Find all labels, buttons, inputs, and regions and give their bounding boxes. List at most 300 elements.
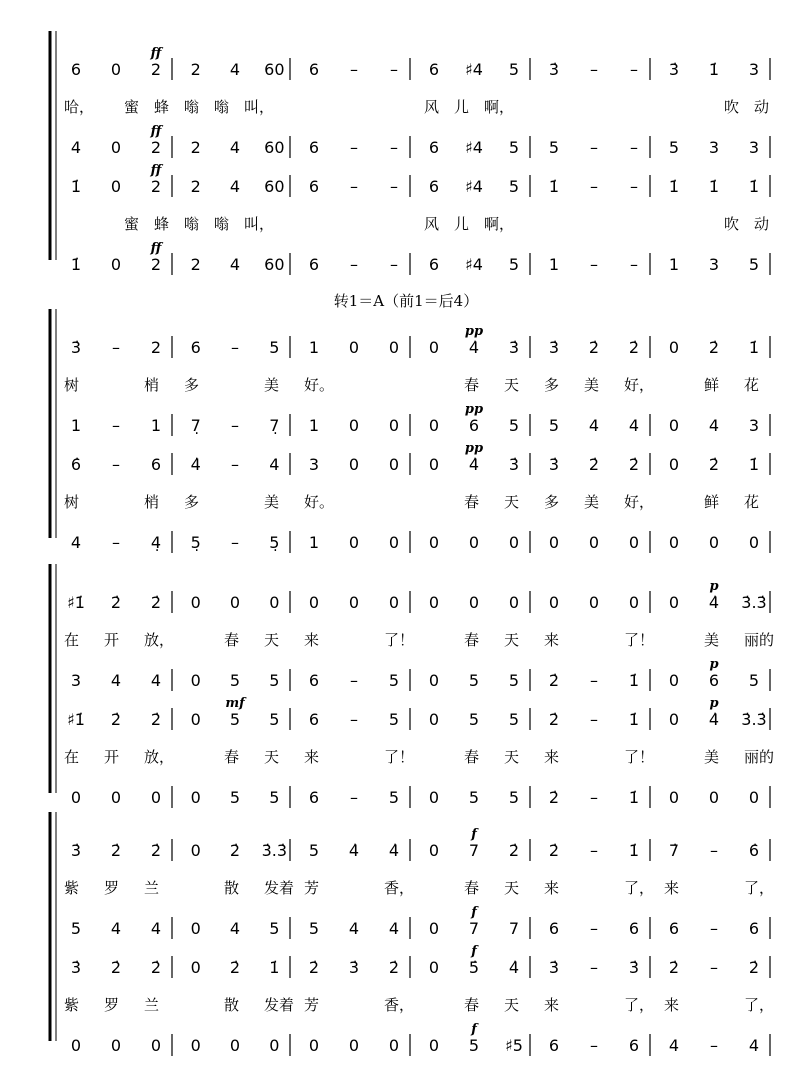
note: 5̣ (190, 533, 201, 552)
note: 4̇ (508, 958, 520, 977)
note: 3̇ (668, 60, 680, 79)
lyric-syllable: 放， (144, 631, 175, 649)
note: 0 (588, 533, 600, 552)
note: 5 (748, 255, 760, 274)
note: 0 (388, 338, 400, 357)
note: 6 (748, 919, 760, 938)
lyric-syllable: 春 (464, 748, 480, 766)
note: – (590, 671, 598, 690)
lyric-syllable: 了， (744, 879, 775, 897)
note: 0 (348, 416, 360, 435)
note: 6 (548, 1036, 560, 1055)
lyric-syllable: 嗡 (214, 98, 230, 116)
lyric-syllable: 了！ (384, 748, 415, 766)
note: 2̇ (668, 958, 680, 977)
lyric-syllable: 来 (304, 631, 320, 649)
note: 1̇ (628, 841, 640, 860)
note: 60 (264, 138, 285, 157)
lyric-syllable: 梢 (144, 376, 160, 394)
note: 60 (264, 60, 285, 79)
note: 0 (190, 593, 201, 612)
note: 3 (748, 60, 760, 79)
lyric-syllable: 好， (624, 493, 655, 511)
lyric-syllable: 放， (144, 748, 175, 766)
note: 0 (668, 671, 680, 690)
lyric-syllable: 嗡 (184, 215, 200, 233)
note: 6 (308, 60, 320, 79)
lyric-syllable: 美 (704, 631, 720, 649)
note: – (710, 841, 718, 860)
note: 2̇ (748, 958, 760, 977)
lyric-syllable: 美 (264, 376, 280, 394)
dynamic-marking: pp (464, 441, 484, 456)
lyric-syllable: 美 (584, 493, 600, 511)
lyric-syllable: 好。 (304, 493, 335, 511)
note: ♯4 (465, 60, 483, 79)
note: 1̇ (628, 671, 640, 690)
lyric-syllable: 了！ (624, 631, 655, 649)
lyric-syllable: 紫 (64, 879, 80, 897)
note: 0 (110, 1036, 122, 1055)
lyric-syllable: 散 (224, 879, 240, 897)
note: 6̇ (748, 841, 760, 860)
lyric-syllable: 了， (624, 996, 655, 1014)
lyric-syllable: 啊， (484, 215, 515, 233)
note: 1̇ (748, 338, 760, 357)
note: 2 (150, 255, 162, 274)
note: 0 (70, 1036, 82, 1055)
note: 5 (508, 710, 520, 729)
note: 0 (748, 788, 760, 807)
note: 3̇ (508, 455, 520, 474)
note: 3̇ (348, 958, 360, 977)
note: 5 (468, 710, 480, 729)
lyric-syllable: 风 (424, 98, 440, 116)
note: 4 (269, 455, 280, 474)
lyric-syllable: 蜜 (124, 215, 140, 233)
note: 6 (308, 710, 320, 729)
note: 2̇ (150, 841, 162, 860)
lyric-syllable: 吹 (724, 215, 740, 233)
note: 0 (190, 919, 201, 938)
note: – (590, 710, 598, 729)
note: 0 (428, 841, 440, 860)
note: 5 (269, 671, 280, 690)
note: 0 (748, 533, 760, 552)
note: 60 (264, 255, 285, 274)
note: 0 (548, 533, 560, 552)
note: 6 (308, 138, 320, 157)
note: 6 (628, 1036, 640, 1055)
note: 5 (548, 416, 560, 435)
note: 2̇ (628, 455, 640, 474)
lyric-syllable: 鲜 (704, 493, 720, 511)
lyric-syllable: 天 (504, 631, 520, 649)
note: 0 (428, 671, 440, 690)
note: 0 (110, 60, 122, 79)
note: 0 (110, 138, 122, 157)
note: 0 (548, 593, 560, 612)
note: 4̣ (150, 533, 162, 552)
dynamic-marking: mf (225, 696, 245, 711)
note: 2̇ (110, 710, 122, 729)
note: – (590, 788, 598, 807)
note: 5 (468, 788, 480, 807)
note: 1̇ (628, 788, 640, 807)
note: 5 (229, 710, 241, 729)
note: 4 (388, 919, 400, 938)
note: 5 (388, 710, 400, 729)
note: 2 (150, 177, 162, 196)
note: 0 (668, 593, 680, 612)
note: 6̇ (70, 455, 82, 474)
note: 0 (348, 455, 360, 474)
lyric-syllable: 叫， (244, 98, 275, 116)
note: 5 (70, 919, 82, 938)
note: 5 (508, 60, 520, 79)
note: – (231, 416, 239, 435)
note: 2̇ (110, 593, 122, 612)
note: 2̇ (110, 958, 122, 977)
lyric-syllable: 梢 (144, 493, 160, 511)
lyric-syllable: 兰 (144, 996, 160, 1014)
note: 2 (150, 60, 162, 79)
note: 4 (150, 671, 162, 690)
dynamic-marking: pp (464, 324, 484, 339)
lyric-syllable: 蜂 (154, 215, 170, 233)
lyric-syllable: 叫， (244, 215, 275, 233)
note: 1 (150, 416, 162, 435)
note: 1̇ (70, 255, 82, 274)
note: 5 (308, 919, 320, 938)
note: 0 (388, 533, 400, 552)
note: – (710, 958, 718, 977)
note: – (630, 177, 638, 196)
note: 1̇ (748, 455, 760, 474)
note: 3̇ (548, 455, 560, 474)
note: 1 (308, 533, 320, 552)
note: 4̇ (468, 338, 480, 357)
dynamic-marking: p (709, 579, 719, 594)
note: – (630, 138, 638, 157)
note: 6 (308, 255, 320, 274)
note: – (710, 919, 718, 938)
lyric-syllable: 好。 (304, 376, 335, 394)
lyric-syllable: 散 (224, 996, 240, 1014)
note: 5̇ (468, 958, 480, 977)
note: 5 (468, 671, 480, 690)
note: 0 (110, 177, 122, 196)
lyric-syllable: 美 (584, 376, 600, 394)
note: 6 (428, 138, 440, 157)
note: 0 (348, 533, 360, 552)
note: 6 (668, 919, 680, 938)
note: 3̇ (548, 338, 560, 357)
note: 0 (388, 455, 400, 474)
lyric-syllable: 在 (64, 631, 80, 649)
note: 4 (628, 416, 640, 435)
note: ♯4 (465, 177, 483, 196)
key-change-marking: 转1＝A（前1＝后4） (333, 292, 479, 310)
lyric-syllable: 花 (744, 493, 760, 511)
note: 0 (190, 841, 201, 860)
note: 3̇ (70, 338, 82, 357)
lyric-syllable: 来 (544, 631, 560, 649)
note: 4 (110, 671, 122, 690)
note: 0 (628, 593, 640, 612)
note: 0 (468, 533, 480, 552)
note: 0 (428, 710, 440, 729)
note: – (231, 533, 239, 552)
lyric-syllable: 香， (384, 879, 415, 897)
note: 2̇ (229, 958, 241, 977)
note: 4 (668, 1036, 680, 1055)
note: 3̇ (628, 958, 640, 977)
note: 0 (269, 1036, 280, 1055)
note: 3 (748, 416, 760, 435)
note: 0 (668, 533, 680, 552)
lyric-syllable: 动 (754, 215, 770, 233)
note: 2̇ (708, 338, 720, 357)
dynamic-marking: pp (464, 402, 484, 417)
lyric-syllable: 春 (224, 748, 240, 766)
lyric-syllable: 春 (464, 996, 480, 1014)
note: – (112, 455, 120, 474)
note: 0 (708, 533, 720, 552)
note: – (590, 138, 598, 157)
note: 2̇ (708, 455, 720, 474)
note: 2̇ (110, 841, 122, 860)
note: 0 (190, 958, 201, 977)
note: 0 (190, 1036, 201, 1055)
lyric-syllable: 了， (744, 996, 775, 1014)
note: 4 (229, 177, 241, 196)
note: 0 (668, 788, 680, 807)
note: 5 (508, 255, 520, 274)
note: 0 (229, 593, 241, 612)
lyric-syllable: 树 (64, 376, 80, 394)
note: 0 (190, 671, 201, 690)
note: 0 (428, 919, 440, 938)
note: – (112, 533, 120, 552)
lyric-syllable: 好， (624, 376, 655, 394)
note: 6 (428, 255, 440, 274)
note: 4 (588, 416, 600, 435)
note: 2̇ (508, 841, 520, 860)
note: 5 (508, 671, 520, 690)
lyric-syllable: 风 (424, 215, 440, 233)
note: 0 (428, 416, 440, 435)
note: 2̇ (229, 841, 241, 860)
note: 2 (150, 338, 162, 357)
note: 1 (548, 255, 560, 274)
lyric-syllable: 来 (304, 748, 320, 766)
note: 0 (269, 593, 280, 612)
note: – (390, 60, 398, 79)
lyric-syllable: 来 (544, 879, 560, 897)
note: 4 (348, 919, 360, 938)
note: 6 (308, 671, 320, 690)
note: 0 (190, 788, 201, 807)
lyric-syllable: 丽的 (744, 631, 775, 649)
note: 3̇.3̇ (261, 841, 288, 860)
lyric-syllable: 鲜 (704, 376, 720, 394)
note: 3 (70, 671, 82, 690)
lyric-syllable: 香， (384, 996, 415, 1014)
lyric-syllable: 哈， (64, 98, 95, 116)
note: 2 (190, 177, 201, 196)
note: 0 (388, 1036, 400, 1055)
note: 1̇ (548, 177, 560, 196)
note: 0 (508, 593, 520, 612)
lyric-syllable: 天 (264, 748, 280, 766)
note: 1 (308, 338, 320, 357)
lyric-syllable: 来 (544, 996, 560, 1014)
note: 1̇ (708, 60, 720, 79)
note: – (350, 60, 358, 79)
note: – (710, 1036, 718, 1055)
note: 4 (70, 138, 82, 157)
note: – (390, 138, 398, 157)
lyric-syllable: 天 (504, 748, 520, 766)
note: 2̇ (548, 710, 560, 729)
note: 6 (628, 919, 640, 938)
note: 5 (548, 138, 560, 157)
note: 2̇ (150, 958, 162, 977)
lyric-syllable: 天 (504, 376, 520, 394)
lyric-syllable: 了！ (384, 631, 415, 649)
note: 6 (308, 177, 320, 196)
dynamic-marking: f (471, 1022, 477, 1037)
dynamic-marking: p (709, 696, 719, 711)
note: 2 (150, 138, 162, 157)
lyric-syllable: 嗡 (214, 215, 230, 233)
note: 7 (468, 919, 480, 938)
note: 4̇ (190, 455, 201, 474)
note: 0 (508, 533, 520, 552)
lyric-syllable: 芳 (304, 879, 320, 897)
note: 4̇ (708, 710, 720, 729)
lyric-syllable: 多 (544, 376, 560, 394)
lyric-syllable: 丽的 (744, 748, 775, 766)
note: 0 (388, 416, 400, 435)
note: 0 (110, 255, 122, 274)
note: 0 (428, 455, 440, 474)
note: 4 (708, 416, 720, 435)
lyric-syllable: 芳 (304, 996, 320, 1014)
note: 6 (190, 338, 201, 357)
note: 5 (388, 788, 400, 807)
lyric-syllable: 春 (464, 631, 480, 649)
note: 2̇ (588, 455, 600, 474)
note: 6 (468, 416, 480, 435)
note: 0 (348, 338, 360, 357)
lyric-syllable: 儿 (454, 98, 470, 116)
note: 0 (668, 338, 680, 357)
note: – (350, 671, 358, 690)
note: 0 (628, 533, 640, 552)
note: – (231, 338, 239, 357)
lyric-syllable: 发着 (264, 996, 295, 1014)
note: 5 (269, 338, 280, 357)
note: 0 (70, 788, 82, 807)
dynamic-marking: ff (150, 124, 162, 139)
note: 5 (229, 788, 241, 807)
note: 0 (668, 710, 680, 729)
note: 4̇ (348, 841, 360, 860)
note: 0 (348, 593, 360, 612)
note: 4̇ (468, 455, 480, 474)
note: – (390, 255, 398, 274)
note: – (590, 958, 598, 977)
note: 5 (508, 416, 520, 435)
note: 6 (548, 919, 560, 938)
note: 5 (468, 1036, 480, 1055)
note: 0 (668, 455, 680, 474)
lyric-syllable: 了， (624, 879, 655, 897)
note: – (350, 138, 358, 157)
note: – (590, 60, 598, 79)
lyric-syllable: 天 (264, 631, 280, 649)
note: 4 (748, 1036, 760, 1055)
note: 5 (269, 919, 280, 938)
note: 7 (468, 841, 480, 860)
note: 3̇.3̇ (741, 593, 767, 612)
lyric-syllable: 来 (544, 748, 560, 766)
lyric-syllable: 发着 (264, 879, 295, 897)
note: 2̇ (548, 671, 560, 690)
note: ♯4 (465, 138, 483, 157)
note: 6 (708, 671, 720, 690)
note: – (112, 416, 120, 435)
note: 3̇ (508, 338, 520, 357)
note: 2 (190, 60, 201, 79)
note: 2̇ (588, 338, 600, 357)
note: 5 (508, 138, 520, 157)
note: 0 (428, 788, 440, 807)
note: 6 (150, 455, 162, 474)
note: 2̇ (628, 338, 640, 357)
note: 2̇ (548, 841, 560, 860)
lyric-syllable: 美 (704, 748, 720, 766)
note: 0 (428, 593, 440, 612)
note: 0 (150, 1036, 162, 1055)
note: 6 (428, 60, 440, 79)
note: 0 (150, 788, 162, 807)
note: – (350, 177, 358, 196)
note: ♯1̇ (67, 593, 85, 612)
dynamic-marking: f (471, 944, 477, 959)
note: 0 (229, 1036, 241, 1055)
note: 4̇ (388, 841, 400, 860)
score-system (50, 31, 770, 275)
note: 5 (748, 671, 760, 690)
note: 1̇ (70, 177, 82, 196)
dynamic-marking: ff (150, 46, 162, 61)
note: 0 (428, 1036, 440, 1055)
note: 0 (708, 788, 720, 807)
note: 2̇ (150, 710, 162, 729)
note: 1̇ (708, 177, 720, 196)
note: 7 (508, 919, 520, 938)
score-system (50, 309, 770, 553)
lyric-syllable: 儿 (454, 215, 470, 233)
note: 0 (308, 1036, 320, 1055)
note: 1 (308, 416, 320, 435)
note: 3̇ (70, 958, 82, 977)
lyric-syllable: 动 (754, 98, 770, 116)
note: – (590, 177, 598, 196)
